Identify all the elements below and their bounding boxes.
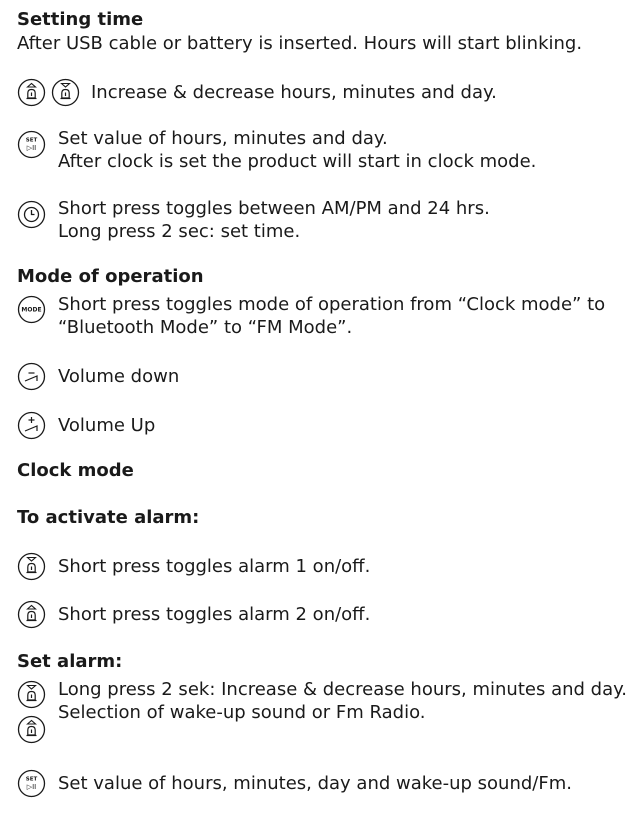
setting-time-heading: Setting time bbox=[17, 9, 144, 30]
set-alarm-heading: Set alarm: bbox=[17, 651, 123, 672]
mode-description-line1: Short press toggles mode of operation from “Clock mode” to bbox=[58, 294, 606, 315]
clock-description-line2: Long press 2 sec: set time. bbox=[58, 221, 301, 242]
alarm-down-button-icon bbox=[51, 78, 80, 107]
set-description-line2: After clock is set the product will start in clock mode. bbox=[58, 151, 537, 172]
alarm-1-button-icon bbox=[17, 552, 46, 581]
clock-mode-heading: Clock mode bbox=[17, 460, 134, 481]
mode-button-icon bbox=[17, 295, 46, 324]
alarm-2-button-icon bbox=[17, 600, 46, 629]
volume-up-label: Volume Up bbox=[58, 415, 156, 436]
set-alarm-set-button-icon bbox=[17, 769, 46, 798]
set-alarm-up-icon bbox=[17, 715, 46, 744]
activate-alarm-heading: To activate alarm: bbox=[17, 507, 200, 528]
volume-down-label: Volume down bbox=[58, 366, 180, 387]
set-icon-label: SET bbox=[25, 137, 38, 144]
set-play-button-icon bbox=[17, 130, 46, 159]
clock-description-line1: Short press toggles between AM/PM and 24 hrs. bbox=[58, 198, 490, 219]
play-pause-icon-label: ▷II bbox=[26, 144, 37, 152]
volume-down-icon bbox=[17, 362, 46, 391]
alarm-2-description: Short press toggles alarm 2 on/off. bbox=[58, 604, 371, 625]
set-alarm-down-icon bbox=[17, 680, 46, 709]
set-alarm-play-pause-icon-label: ▷II bbox=[26, 783, 37, 791]
set-alarm-set-icon-label: SET bbox=[25, 776, 38, 783]
mode-of-operation-heading: Mode of operation bbox=[17, 266, 204, 287]
mode-icon-label: MODE bbox=[21, 306, 42, 314]
setting-time-intro: After USB cable or battery is inserted. Hours will start blinking. bbox=[17, 33, 583, 54]
alarm-up-button-icon bbox=[17, 78, 46, 107]
alarm-1-description: Short press toggles alarm 1 on/off. bbox=[58, 556, 371, 577]
clock-button-icon bbox=[17, 200, 46, 229]
set-description-line1: Set value of hours, minutes and day. bbox=[58, 128, 388, 149]
updown-description: Increase & decrease hours, minutes and day. bbox=[91, 82, 497, 103]
set-alarm-line2: Selection of wake-up sound or Fm Radio. bbox=[58, 702, 426, 723]
set-alarm-set-description: Set value of hours, minutes, day and wake-up sound/Fm. bbox=[58, 773, 572, 794]
mode-description-line2: “Bluetooth Mode” to “FM Mode”. bbox=[58, 317, 353, 338]
volume-up-icon bbox=[17, 411, 46, 440]
set-alarm-line1: Long press 2 sek: Increase & decrease hours, minutes and day. bbox=[58, 679, 627, 700]
